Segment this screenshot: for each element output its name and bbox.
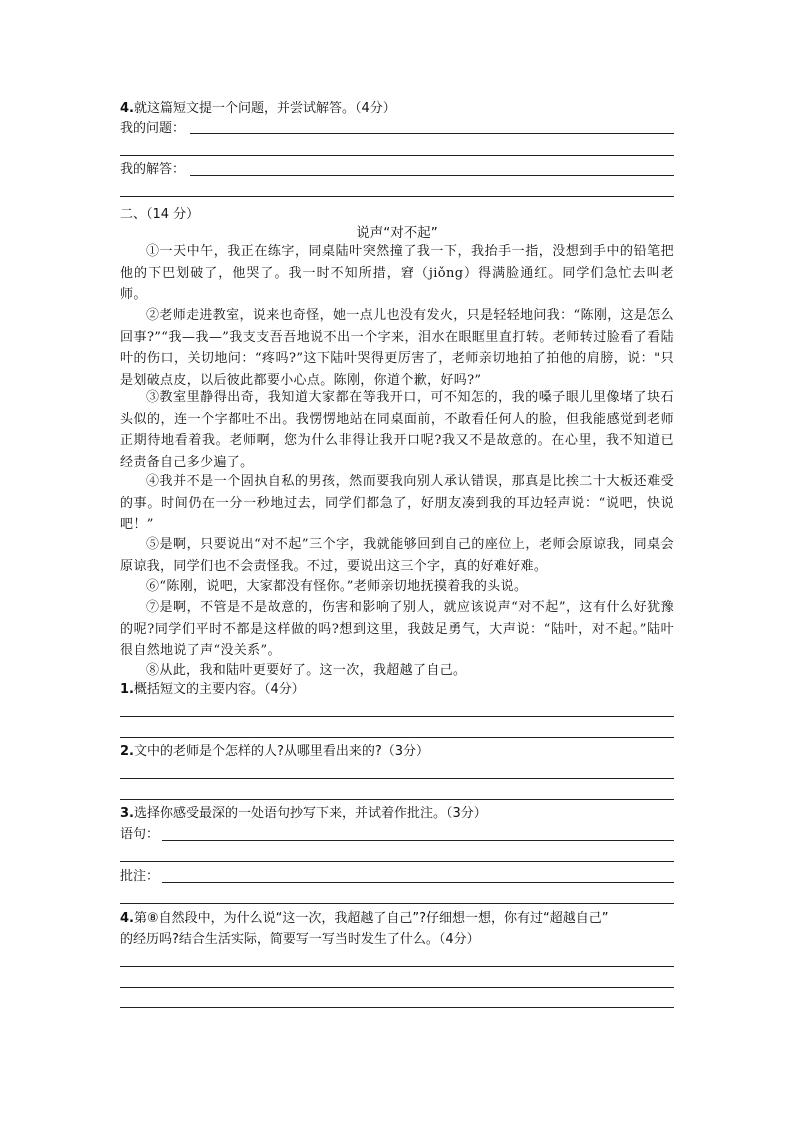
answer-line[interactable]: [120, 716, 674, 717]
answer-line[interactable]: [120, 1007, 674, 1008]
question-text: 概括短文的主要内容。（4分）: [133, 682, 305, 697]
question-4-part1: [120, 100, 396, 118]
passage-title: 说声“对不起”: [356, 225, 438, 241]
answer-line[interactable]: [162, 840, 674, 841]
paragraph-8: ⑧从此，我和陆叶更要好了。这一次，我超越了自己。: [146, 663, 467, 678]
question-3: [120, 805, 487, 823]
answer-line[interactable]: [190, 133, 674, 134]
question-1: [120, 681, 305, 699]
answer-line[interactable]: [120, 737, 674, 738]
answer-line[interactable]: [120, 966, 674, 967]
question-2: [120, 743, 429, 761]
answer-line[interactable]: [120, 155, 674, 156]
sentence-label: 语句：: [120, 827, 160, 842]
paragraph-1: ①一天中午，我正在练字，同桌陆叶突然撞了我一下，我抬手一指，没想到手中的铅笔把他的下巴划破了，他哭了。我一时不知所措，窘（jiǒng）得满脸通红。同学们急忙去叫老师。: [120, 244, 674, 302]
answer-line[interactable]: [120, 778, 674, 779]
paragraph-3: ③教室里静得出奇，我知道大家都在等我开口，可不知怎的，我的嗓子眼儿里像堵了块石头似的，连一个字都吐不出。我愣愣地站在同桌面前，不敢看任何人的脸，但我能感觉到老师正期待地看着我。老师啊，您为什么非得让我开口呢?我又不是故意的。在心里，我不知道已经责备自己多少遍了。: [120, 390, 674, 470]
question-4: [120, 910, 608, 928]
my-question-label: 我的问题：: [120, 121, 186, 136]
question-number: 3.: [120, 806, 134, 821]
paragraph-2: ②老师走进教室，说来也奇怪，她一点儿也没有发火，只是轻轻地问我：“陈刚，这是怎么回事?”“我—我—”我支支吾吾地说不出一个字来，泪水在眼眶里直打转。老师转过脸看了看陆叶的伤口，关切地问：“疼吗?”这下陆叶哭得更厉害了，老师亲切地拍了拍他的肩膀，说："只是划破点皮，以后彼此都要小心点。陈刚，你道个歉，好吗?”: [120, 308, 674, 388]
paragraph-4: ④我并不是一个固执自私的男孩，然而要我向别人承认错误，那真是比挨二十大板还难受的事。时间仍在一分一秒地过去，同学们都急了，好朋友凑到我的耳边轻声说：“说吧，快说吧！”: [120, 474, 674, 532]
question-number: 4.: [120, 911, 134, 926]
paragraph-5: ⑤是啊，只要说出“对不起”三个字，我就能够回到自己的座位上，老师会原谅我，同桌会原谅我，同学们也不会责怪我。不过，要说出这三个字，真的好难好难。: [120, 537, 674, 574]
answer-line[interactable]: [120, 987, 674, 988]
question-number: 4.: [120, 101, 134, 116]
question-text: 文中的老师是个怎样的人?从哪里看出来的?（3分）: [133, 744, 430, 759]
question-text: 就这篇短文提一个问题，并尝试解答。（4分）: [133, 101, 396, 116]
question-text: 第⑧自然段中，为什么说“这一次，我超越了自己”?仔细想一想，你有过“超越自己”: [133, 911, 609, 926]
answer-line[interactable]: [120, 903, 674, 904]
question-text: 选择你感受最深的一处语句抄写下来，并试着作批注。（3分）: [133, 806, 487, 821]
answer-line[interactable]: [162, 882, 674, 883]
answer-line[interactable]: [190, 175, 674, 176]
question-number: 2.: [120, 744, 134, 759]
answer-line[interactable]: [120, 861, 674, 862]
paragraph-7: ⑦是啊，不管是不是故意的，伤害和影响了别人，就应该说声“对不起”，这有什么好犹豫的呢?同学们平时不都是这样做的吗?想到这里，我鼓足勇气，大声说：“陆叶，对不起。”陆叶很自然地说了声“没关系”。: [120, 600, 674, 658]
question-4-continued: 的经历吗?结合生活实际，简要写一写当时发生了什么。（4分）: [120, 932, 480, 947]
annotation-label: 批注：: [120, 869, 160, 884]
my-answer-label: 我的解答：: [120, 162, 186, 177]
paragraph-6: ⑥“陈刚，说吧，大家都没有怪你。”老师亲切地抚摸着我的头说。: [146, 579, 528, 594]
answer-line[interactable]: [120, 799, 674, 800]
answer-line[interactable]: [120, 196, 674, 197]
question-number: 1.: [120, 682, 134, 697]
section-label: 二、（14 分）: [120, 207, 200, 222]
